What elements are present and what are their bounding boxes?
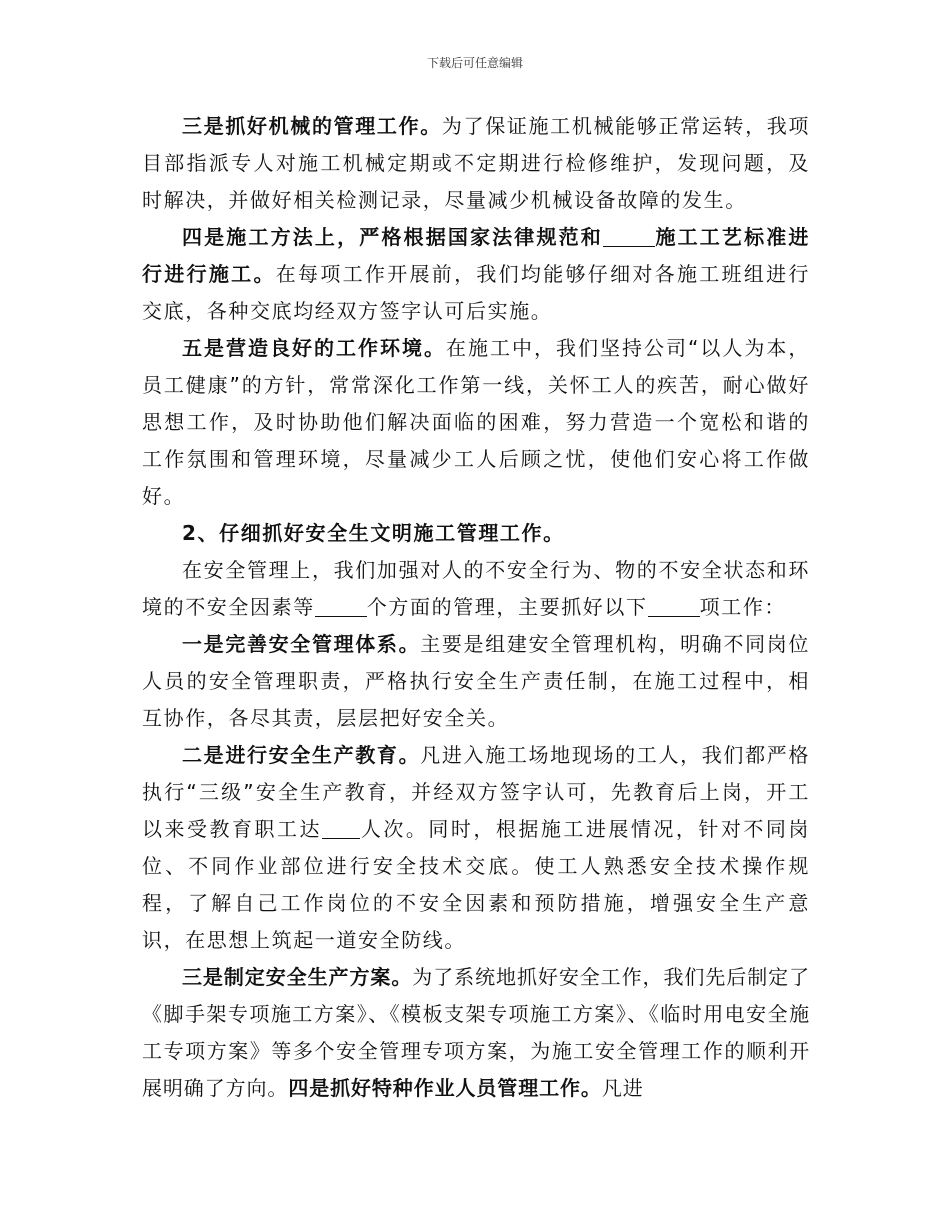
paragraph-text: 主要是组建安全管理机构，明确不同岗位人员的安全管理职责，严格执行安全生产责任制，在施工过程中，相互协作，各尽其责，层层把好安全关。	[142, 632, 810, 730]
paragraph-lead: 三是制定安全生产方案。	[182, 965, 413, 989]
paragraph-lead: 四是抓好特种作业人员管理工作。	[288, 1076, 602, 1100]
document-body	[142, 108, 810, 1107]
section-heading: 2、仔细抓好安全生文明施工管理工作。	[182, 521, 565, 545]
paragraph-text: 在每项工作开展前，我们均能够仔细对各施工班组进行交底，各种交底均经双方签字认可后实施。	[142, 262, 810, 323]
paragraph-lead: 一是完善安全管理体系。	[182, 632, 421, 656]
paragraph-text: 人次。同时，根据施工进展情况，针对不同岗位、不同作业部位进行安全技术交底。使工人熟悉安全技术操作规程，了解自己工作岗位的不安全因素和预防措施，增强安全生产意识，在思想上筑起一道安全防线。	[142, 817, 810, 952]
fill-in-blank	[603, 226, 655, 247]
fill-in-blank	[648, 596, 700, 617]
paragraph-lead: 二是进行安全生产教育。	[182, 743, 421, 767]
paragraph-text: 在安全管理上，我们加强对人的不安全行为、物的不安全状态和环境的不安全因素等	[142, 558, 810, 619]
fill-in-blank	[322, 818, 360, 839]
paragraph-text: 为了保证施工机械能够正常运转，我项目部指派专人对施工机械定期或不定期进行检修维护，发现问题，及时解决，并做好相关检测记录，尽量减少机械设备故障的发生。	[142, 114, 811, 212]
paragraph-lead: 施工工艺标准进行进行施工。	[142, 225, 810, 286]
paragraph-text: 在施工中，我们坚持公司“以人为本，员工健康”的方针，常常深化工作第一线，关怀工人的疾苦，耐心做好思想工作，及时协助他们解决面临的困难，努力营造一个宽松和谐的工作氛围和管理环境，尽量减少工人后顾之忧，使他们安心将工作做好。	[142, 336, 810, 508]
paragraph-text: 个方面的管理，主要抓好以下	[366, 595, 648, 619]
paragraph-safety-system	[142, 626, 810, 737]
paragraph-text: 项工作：	[699, 595, 787, 619]
paragraph-text: 为了系统地抓好安全工作，我们先后制定了《脚手架专项施工方案》、《模板支架专项施工方案》、《临时用电安全施工专项方案》等多个安全管理专项方案，为施工安全管理工作的顺利开展明确了方向。	[142, 965, 810, 1100]
paragraph-safety-plan	[142, 959, 810, 1107]
paragraph-text: 凡进	[601, 1076, 644, 1100]
paragraph-text: 凡进入施工场地现场的工人，我们都严格执行“三级”安全生产教育，并经双方签字认可，先教育后上岗，开工以来受教育职工达	[142, 743, 810, 841]
paragraph-lead: 四是施工方法上，严格根据国家法律规范和	[182, 225, 603, 249]
paragraph-machinery-management	[142, 108, 810, 219]
paragraph-safety-intro	[142, 552, 810, 626]
fill-in-blank	[315, 596, 367, 617]
paragraph-work-environment	[142, 330, 810, 515]
paragraph-construction-method	[142, 219, 810, 330]
paragraph-lead: 三是抓好机械的管理工作。	[182, 114, 442, 138]
page-header: 下载后可任意编辑	[426, 56, 523, 70]
paragraph-safety-education	[142, 737, 810, 959]
paragraph-lead: 五是营造良好的工作环境。	[182, 336, 447, 360]
